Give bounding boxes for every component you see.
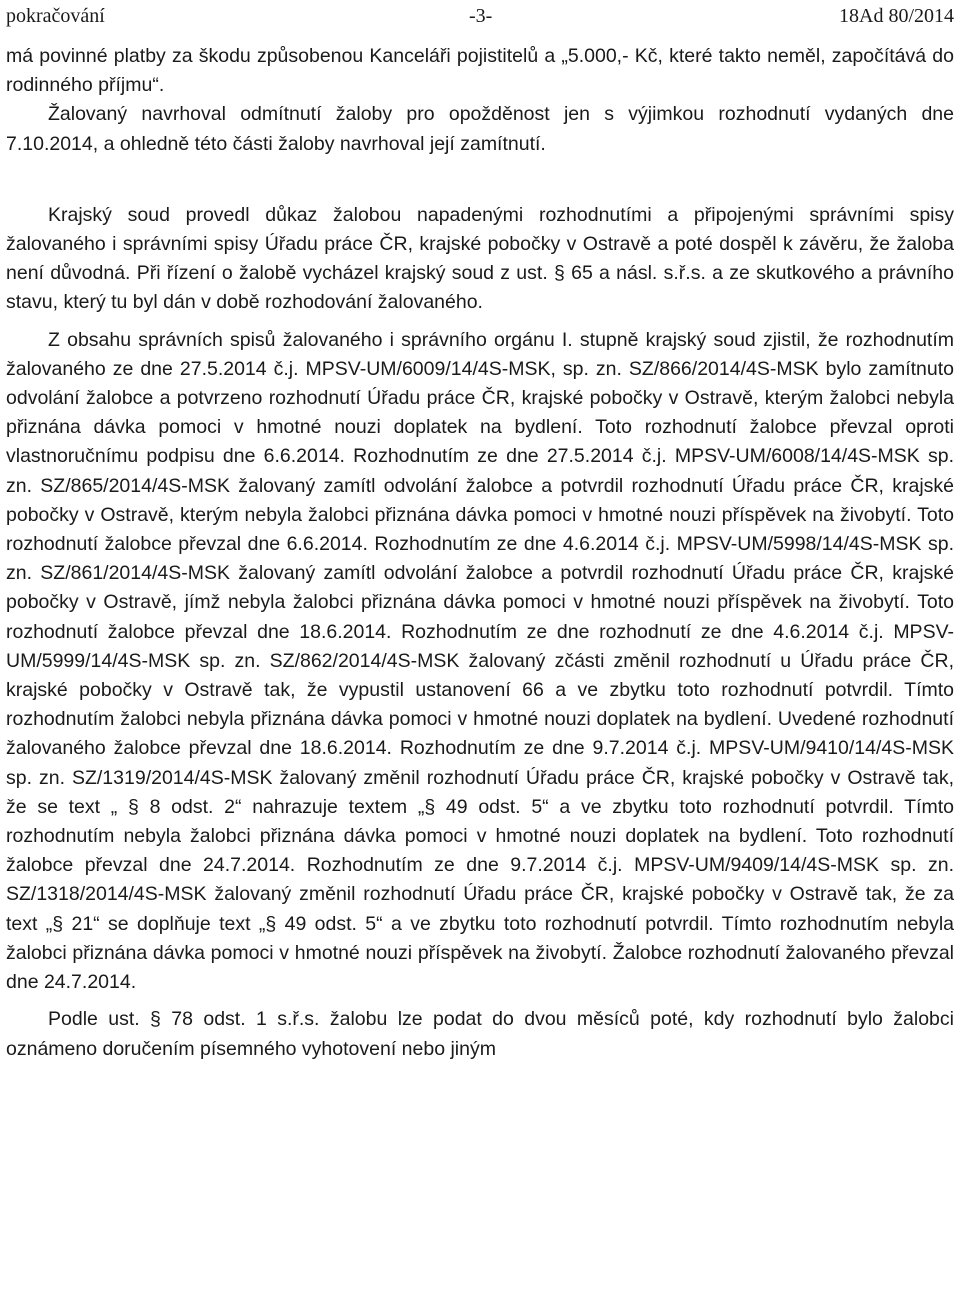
page-header: [6, 0, 954, 34]
document-page: [6, 0, 954, 1064]
paragraph-income: má povinné platby za škodu způsobenou Kanceláři pojistitelů a „5.000,- Kč, které takto neměl, započítává do rodinného příjmu“.: [6, 45, 954, 97]
paragraph-legal-provision: Podle ust. § 78 odst. 1 s.ř.s. žalobu lze podat do dvou měsíců poté, kdy rozhodnutí bylo žalobci oznámeno doručením písemného vyhotovení nebo jiným: [6, 1008, 954, 1060]
header-page-number: -3-: [469, 5, 493, 27]
header-continuation: pokračování: [6, 5, 105, 27]
header-case-number: 18Ad 80/2014: [839, 5, 954, 27]
paragraph-defendant-proposal: Žalovaný navrhoval odmítnutí žaloby pro opožděnost jen s výjimkou rozhodnutí vydaných dne 7.10.2014, a ohledně této části žaloby navrhoval její zamítnutí.: [6, 103, 954, 155]
paragraph-file-findings: Z obsahu správních spisů žalovaného i správního orgánu I. stupně krajský soud zjistil, že rozhodnutím žalovaného ze dne 27.5.2014 č.j. MPSV-UM/6009/14/4S-MSK, sp. zn. SZ/866/2014/4S-MSK bylo zamítnuto odvolání žalobce a potvrzeno rozhodnutí Úřadu práce ČR, krajské pobočky v Ostravě, kterým žalobci nebyla přiznána dávka pomoci v hmotné nouzi doplatek na bydlení. Toto rozhodnutí žalobce převzal oproti vlastnoručnímu podpisu dne 6.6.2014. Rozhodnutím ze dne 27.5.2014 č.j. MPSV-UM/6008/14/4S-MSK sp. zn. SZ/865/2014/4S-MSK žalovaný zamítl odvolání žalobce a potvrdil rozhodnutí Úřadu práce ČR, krajské pobočky v Ostravě, kterým nebyla žalobci přiznána dávka pomoci v hmotné nouzi příspěvek na živobytí. Toto rozhodnutí žalobce převzal dne 6.6.2014. Rozhodnutím ze dne 4.6.2014 č.j. MPSV-UM/5998/14/4S-MSK sp. zn. SZ/861/2014/4S-MSK žalovaný zamítl odvolání žalobce a potvrdil rozhodnutí Úřadu práce ČR, krajské pobočky v Ostravě, jímž nebyla žalobci přiznána dávka pomoci v hmotné nouzi příspěvek na živobytí. Toto rozhodnutí žalobce převzal dne 18.6.2014. Rozhodnutím ze dne rozhodnutí ze dne 4.6.2014 č.j. MPSV-UM/5999/14/4S-MSK sp. zn. SZ/862/2014/4S-MSK žalovaný zčásti změnil rozhodnutí u Úřadu práce ČR, krajské pobočky v Ostravě tak, že vypustil ustanovení 66 a ve zbytku toto rozhodnutí potvrdil. Tímto rozhodnutím žalobci nebyla přiznána dávka pomoci v hmotné nouzi doplatek na bydlení. Uvedené rozhodnutí žalovaného žalobce převzal dne 18.6.2014. Rozhodnutím ze dne 9.7.2014 č.j. MPSV-UM/9410/14/4S-MSK sp. zn. SZ/1319/2014/4S-MSK žalovaný změnil rozhodnutí Úřadu práce ČR, krajské pobočky v Ostravě tak, že se text „ § 8 odst. 2“ nahrazuje textem „§ 49 odst. 5“ a ve zbytku toto rozhodnutí potvrdil. Tímto rozhodnutím nebyla žalobci přiznána dávka pomoci v hmotné nouzi doplatek na bydlení. Toto rozhodnutí žalobce převzal dne 24.7.2014. Rozhodnutím ze dne 9.7.2014 č.j. MPSV-UM/9409/14/4S-MSK sp. zn. SZ/1318/2014/4S-MSK žalovaný změnil rozhodnutí Úřadu práce ČR, krajské pobočky v Ostravě tak, že za text „§ 21“ se doplňuje text „§ 49 odst. 5“ a ve zbytku toto rozhodnutí potvrdil. Tímto rozhodnutím nebyla žalobci přiznána dávka pomoci v hmotné nouzi příspěvek na živobytí. Žalobce rozhodnutí žalovaného převzal dne 24.7.2014.: [6, 328, 954, 994]
paragraph-court-evidence: Krajský soud provedl důkaz žalobou napadenými rozhodnutími a připojenými správními spisy žalovaného i správními spisy Úřadu práce ČR, krajské pobočky v Ostravě a poté dospěl k závěru, že žaloba není důvodná. Při řízení o žalobě vycházel krajský soud z ust. § 65 a násl. s.ř.s. a ze skutkového a právního stavu, který tu byl dán v době rozhodování žalovaného.: [6, 203, 954, 314]
